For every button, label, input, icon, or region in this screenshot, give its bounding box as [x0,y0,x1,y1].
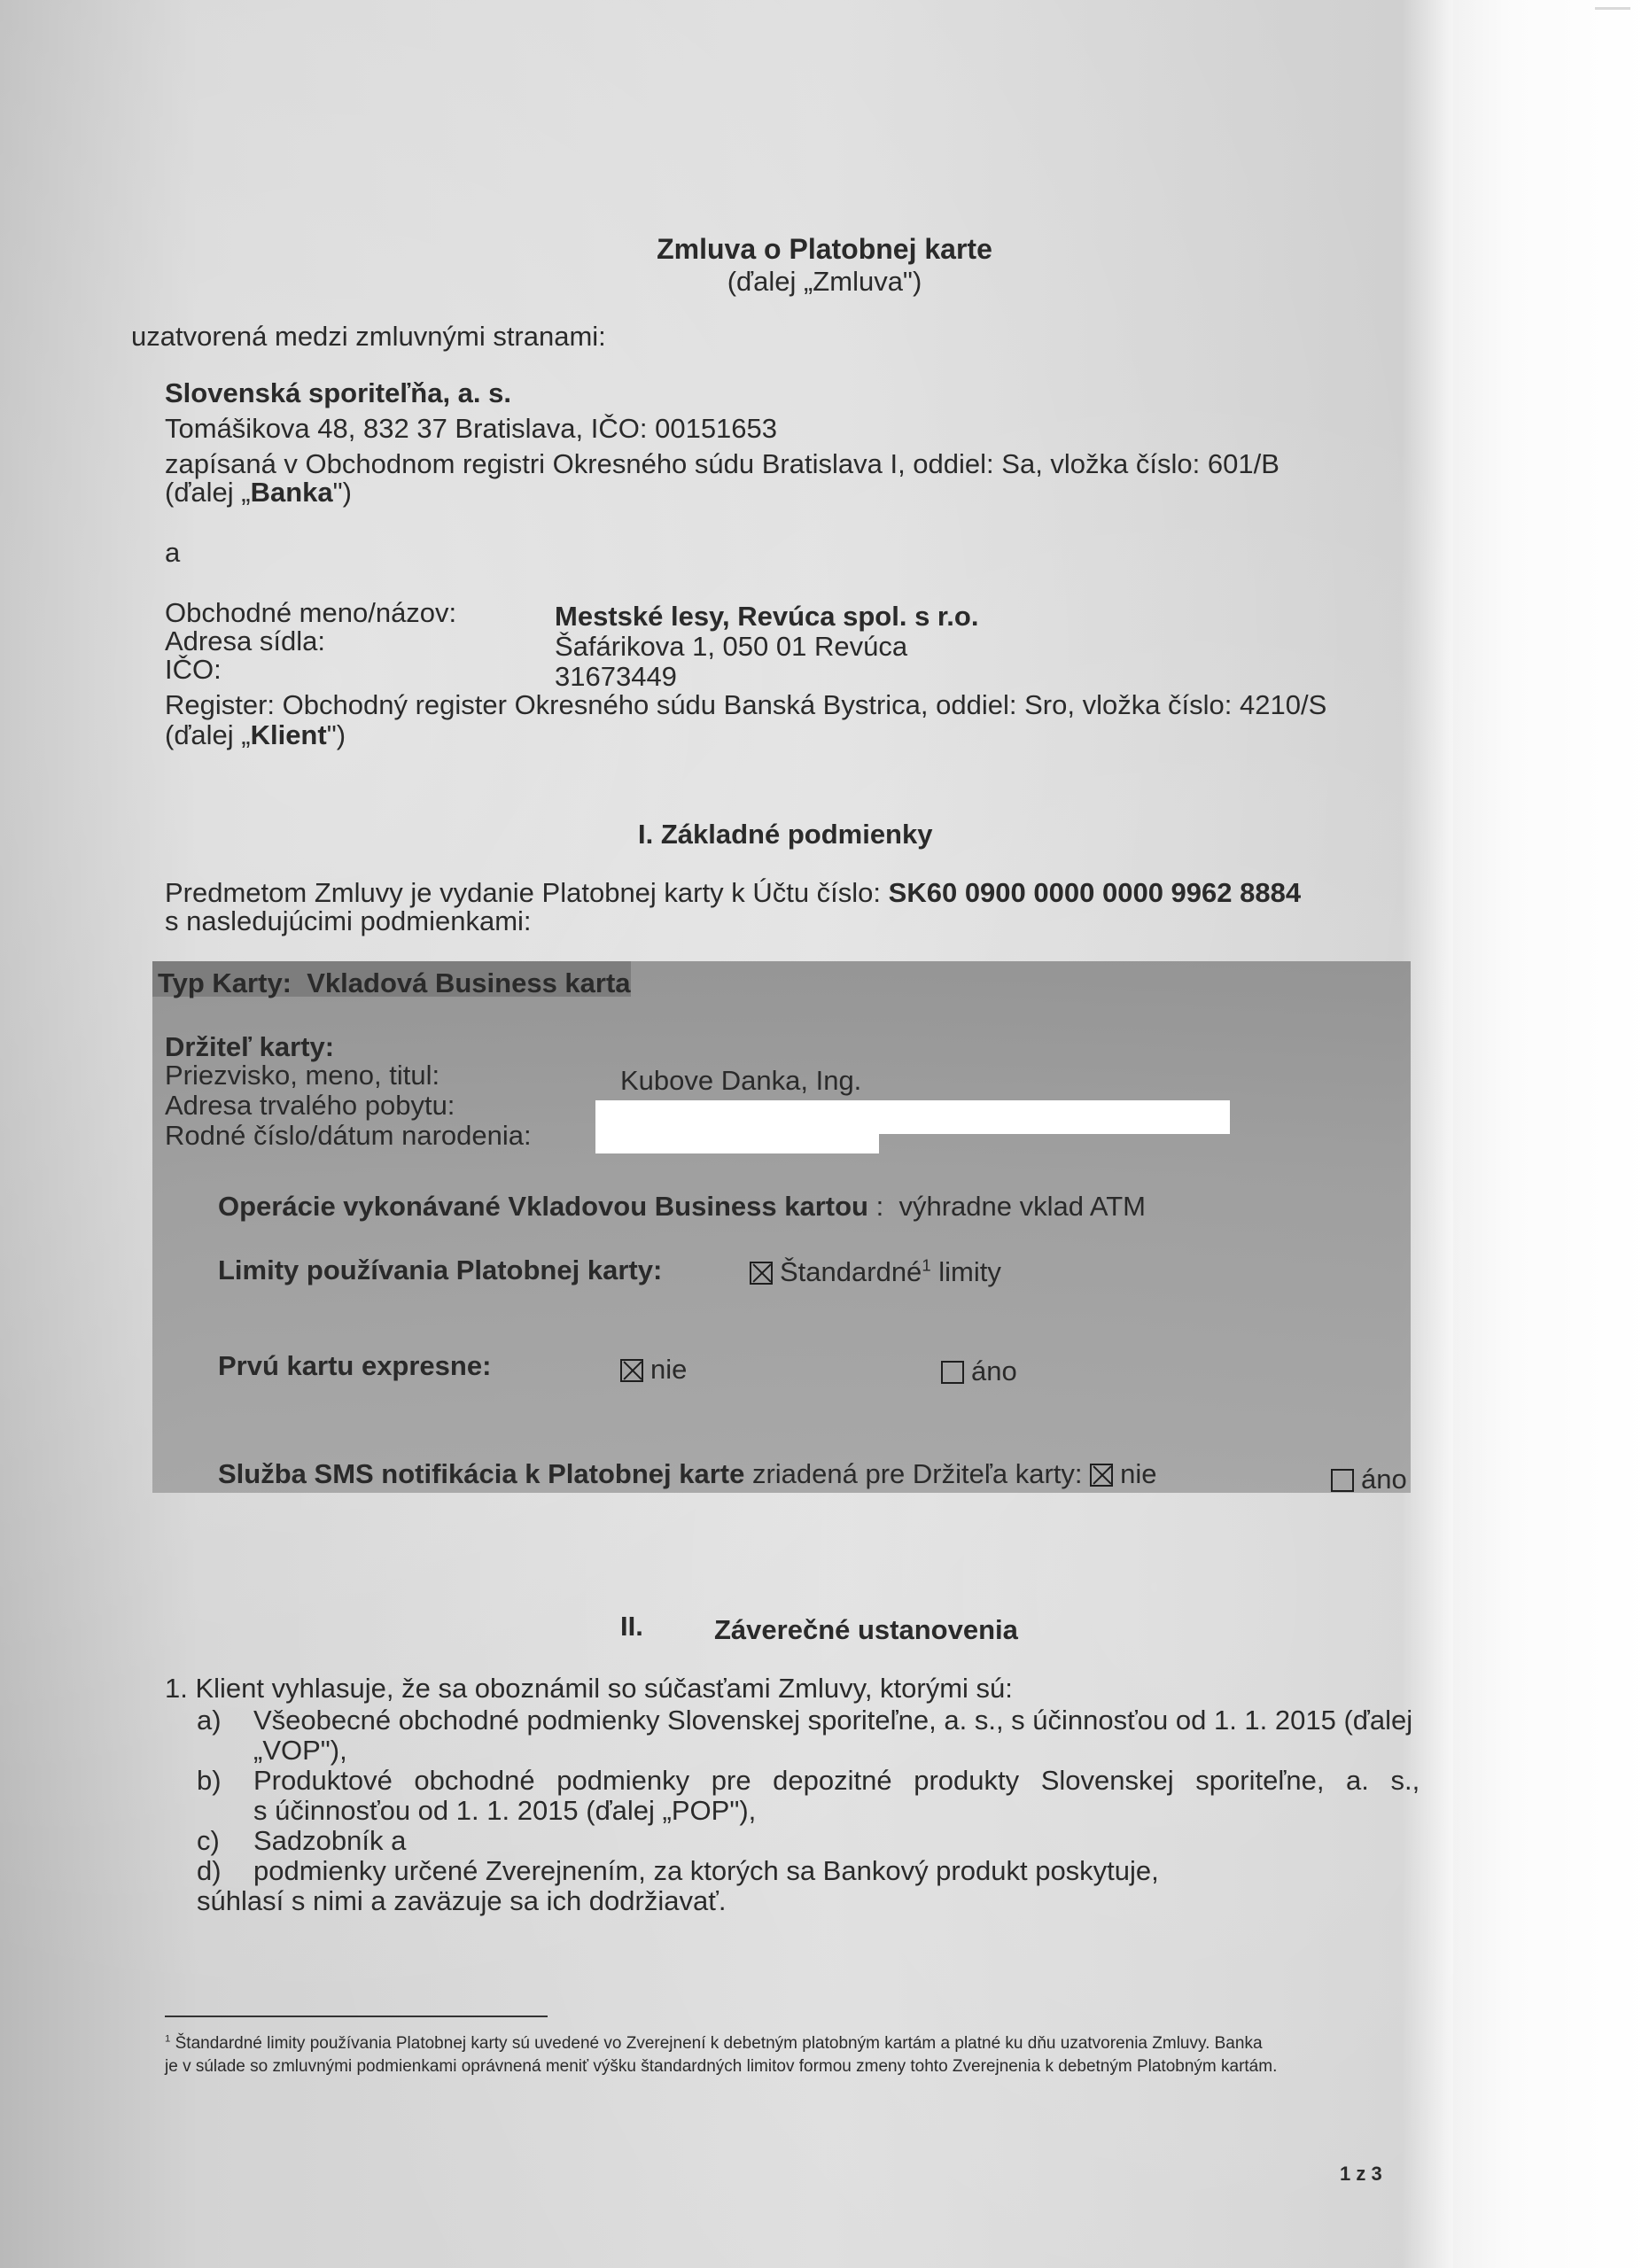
section2-item1: 1. Klient vyhlasuje, že sa oboznámil so súčasťami Zmluvy, ktorými sú: [165,1673,1013,1704]
bank-alias: (ďalej „Banka") [165,477,352,508]
express-no-checkbox[interactable] [620,1359,643,1382]
section2-numeral: II. [620,1611,643,1642]
client-register: Register: Obchodný register Okresného súdu Banská Bystrica, oddiel: Sro, vložka číslo: 4210/S [165,689,1327,720]
sms-no-checkbox[interactable] [1090,1464,1113,1487]
item-c-line1: Sadzobník a [253,1825,407,1856]
client-name-label: Obchodné meno/názov: [165,597,457,628]
item-a-line2: „VOP"), [253,1735,347,1766]
bank-address: Tomášikova 48, 832 37 Bratislava, IČO: 00151653 [165,413,778,444]
account-number: SK60 0900 0000 0000 9962 8884 [888,877,1302,908]
client-ico-value: 31673449 [555,661,677,692]
page-number: 1 z 3 [1340,2163,1382,2185]
sms-yes-checkbox[interactable] [1331,1469,1354,1492]
redaction-address [595,1100,1230,1134]
limits-label: Limity používania Platobnej karty: [218,1254,663,1285]
client-name-value: Mestské lesy, Revúca spol. s r.o. [555,601,979,632]
document-title-block [0,232,1649,298]
express-no-option: nie [620,1354,687,1386]
client-address-label: Adresa sídla: [165,625,325,656]
limits-option: Štandardné$^1$ limity [750,1256,1001,1288]
item-a-line1: Všeobecné obchodné podmienky Slovenskej sporiteľne, a. s., s účinnosťou od 1. 1. 2015 (ďalej [253,1705,1413,1736]
section1-subject: Predmetom Zmluvy je vydanie Platobnej karty k Účtu číslo: SK60 0900 0000 0000 9962 8884 [165,877,1302,908]
footnote-line2: je v súlade so zmluvnými podmienkami oprávnená meniť výšku štandardných limitov formou zmeny tohto Zverejnenia k debetným Platobným kartám. [165,2057,1278,2076]
item-a-label: a) [197,1705,222,1736]
item-b-label: b) [197,1765,222,1796]
limits-standard-checkbox[interactable] [750,1262,773,1285]
item-b-line1: Produktové obchodné podmienky pre depozitné produkty Slovenskej sporiteľne, a. s., [253,1765,1420,1796]
sms-row: Služba SMS notifikácia k Platobnej karte zriadená pre Držiteľa karty: nie [218,1458,1157,1489]
item-b-line2: s účinnosťou od 1. 1. 2015 (ďalej „POP"), [253,1795,757,1826]
holder-birth-label: Rodné číslo/dátum narodenia: [165,1120,532,1151]
express-yes-checkbox[interactable] [941,1361,964,1384]
holder-address-label: Adresa trvalého pobytu: [165,1090,455,1121]
intro-text: uzatvorená medzi zmluvnými stranami: [131,321,606,352]
redaction-birth [595,1130,879,1153]
section2-heading: Záverečné ustanovenia [714,1614,1018,1645]
document-subtitle: (ďalej „Zmluva") [727,266,922,297]
section1-subject-line2: s nasledujúcimi podmienkami: [165,905,532,936]
item-d-line1: podmienky určené Zverejnením, za ktorých sa Bankový produkt poskytuje, [253,1855,1159,1886]
section1-heading: I. Základné podmienky [638,819,933,850]
scan-margin [1453,0,1649,2268]
conditions-box [152,961,1411,1493]
document-title: Zmluva o Platobnej karte [657,233,992,265]
client-alias: (ďalej „Klient") [165,719,346,750]
client-ico-label: IČO: [165,654,222,685]
holder-name-value: Kubove Danka, Ing. [620,1065,862,1096]
footnote-rule [165,2016,548,2017]
express-yes-option: áno [941,1355,1017,1387]
item-c-label: c) [197,1825,220,1856]
scan-artifact [1595,7,1630,10]
bank-name: Slovenská sporiteľňa, a. s. [165,377,511,408]
conjunction: a [165,537,181,568]
sms-yes-option: áno [1331,1464,1407,1495]
client-address-value: Šafárikova 1, 050 01 Revúca [555,631,908,662]
item-d-label: d) [197,1855,222,1886]
section2-closing: súhlasí s nimi a zaväzuje sa ich dodržiavať. [197,1885,727,1916]
operations-row: Operácie vykonávané Vkladovou Business kartou : výhradne vklad ATM [218,1191,1146,1222]
express-label: Prvú kartu expresne: [218,1350,492,1381]
footnote-line1: $^1$ Štandardné limity používania Platobnej karty sú uvedené vo Zverejnení k debetným platobným kartám a platné ku dňu uzatvorenia Zmluvy. Banka [165,2033,1263,2053]
holder-name-label: Priezvisko, meno, titul: [165,1060,440,1091]
card-type: Typ Karty: Vkladová Business karta [158,967,631,998]
bank-register: zapísaná v Obchodnom registri Okresného súdu Bratislava I, oddiel: Sa, vložka číslo: 601/B [165,448,1280,479]
holder-heading: Držiteľ karty: [165,1031,335,1062]
